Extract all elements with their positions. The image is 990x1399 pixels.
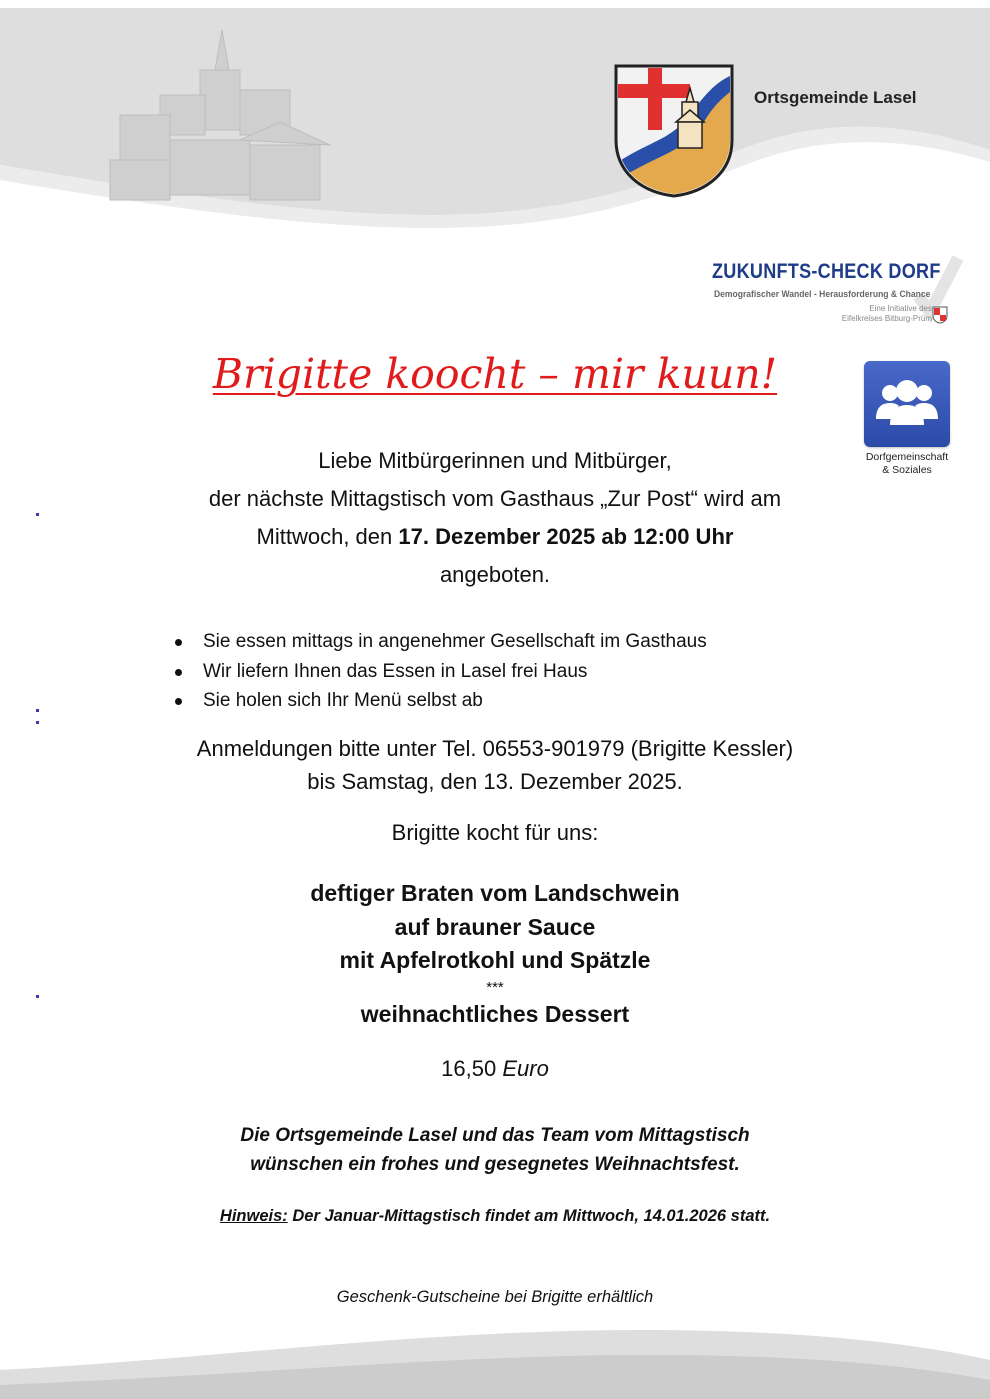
price <box>0 1056 990 1082</box>
price-amount: 16,50 <box>441 1056 497 1081</box>
next-date-note <box>0 1207 990 1226</box>
menu-dessert: weihnachtliches Dessert <box>360 1000 630 1027</box>
lasel-coat-of-arms-icon <box>612 62 736 200</box>
list-item: Wir liefern Ihnen das Essen in Lasel frei Haus <box>170 657 870 687</box>
list-item: Sie holen sich Ihr Menü selbst ab <box>170 686 870 716</box>
menu-line-3: mit Apfelrotkohl und Spätzle <box>339 947 651 973</box>
menu-intro: Brigitte kocht für uns: <box>391 820 599 845</box>
eifelkreis-crest-icon <box>932 306 948 324</box>
list-item: Sie essen mittags in angenehmer Gesellschaft im Gasthaus <box>170 627 870 657</box>
menu-line-2: auf brauner Sauce <box>394 913 596 940</box>
header-wave-background <box>0 0 990 240</box>
gift-voucher-note: Geschenk-Gutscheine bei Brigitte erhältlich <box>336 1288 654 1306</box>
registration-info: Anmeldungen bitte unter Tel. 06553-901979 (Brigitte Kessler) bis Samstag, den 13. Dezember 2025. <box>196 736 794 794</box>
intro-line-2: der nächste Mittagstisch vom Gasthaus „Zur Post“ wird am <box>208 486 782 511</box>
intro-line-4: angeboten. <box>439 562 551 587</box>
holiday-wishes: Die Ortsgemeinde Lasel und das Team vom Mittagstisch wünschen ein frohes und gesegnetes Weihnachtsfest. <box>240 1125 750 1175</box>
event-date-time: 17. Dezember 2025 ab 12:00 Uhr <box>398 524 734 549</box>
zukunfts-check-title: ZUKUNFTS-CHECK DORF <box>712 260 941 283</box>
margin-mark <box>36 995 39 998</box>
intro-line-3: Mittwoch, den 17. Dezember 2025 ab 12:00 Uhr <box>256 524 734 549</box>
dorfgemeinschaft-category-label: Dorfgemeinschaft & Soziales <box>865 451 949 476</box>
organization-name: Ortsgemeinde Lasel <box>754 88 917 107</box>
service-options-list <box>170 627 870 716</box>
menu-separator: *** <box>486 978 504 996</box>
margin-mark <box>36 721 39 724</box>
margin-mark <box>36 513 39 516</box>
footer-wave-background <box>0 1300 990 1399</box>
intro-paragraph <box>0 442 990 594</box>
zukunfts-check-dorf-logo <box>712 256 962 336</box>
margin-mark <box>36 709 39 712</box>
price-currency: Euro <box>502 1056 549 1081</box>
menu-line-1: deftiger Braten vom Landschwein <box>310 880 680 906</box>
intro-line-1: Liebe Mitbürgerinnen und Mitbürger, <box>318 448 672 473</box>
page-title: Brigitte koocht – mir kuun! <box>212 350 778 398</box>
zukunfts-check-subtitle: Demografischer Wandel - Herausforderung & Chance <box>714 289 931 300</box>
initiative-text: Eine Initiative des Eifelkreises Bitburg-Prüm <box>841 304 932 323</box>
note-label: Hinweis: <box>219 1207 288 1225</box>
menu <box>0 877 990 1031</box>
note-text: Der Januar-Mittagstisch findet am Mittwoch, 14.01.2026 statt. <box>287 1207 771 1225</box>
